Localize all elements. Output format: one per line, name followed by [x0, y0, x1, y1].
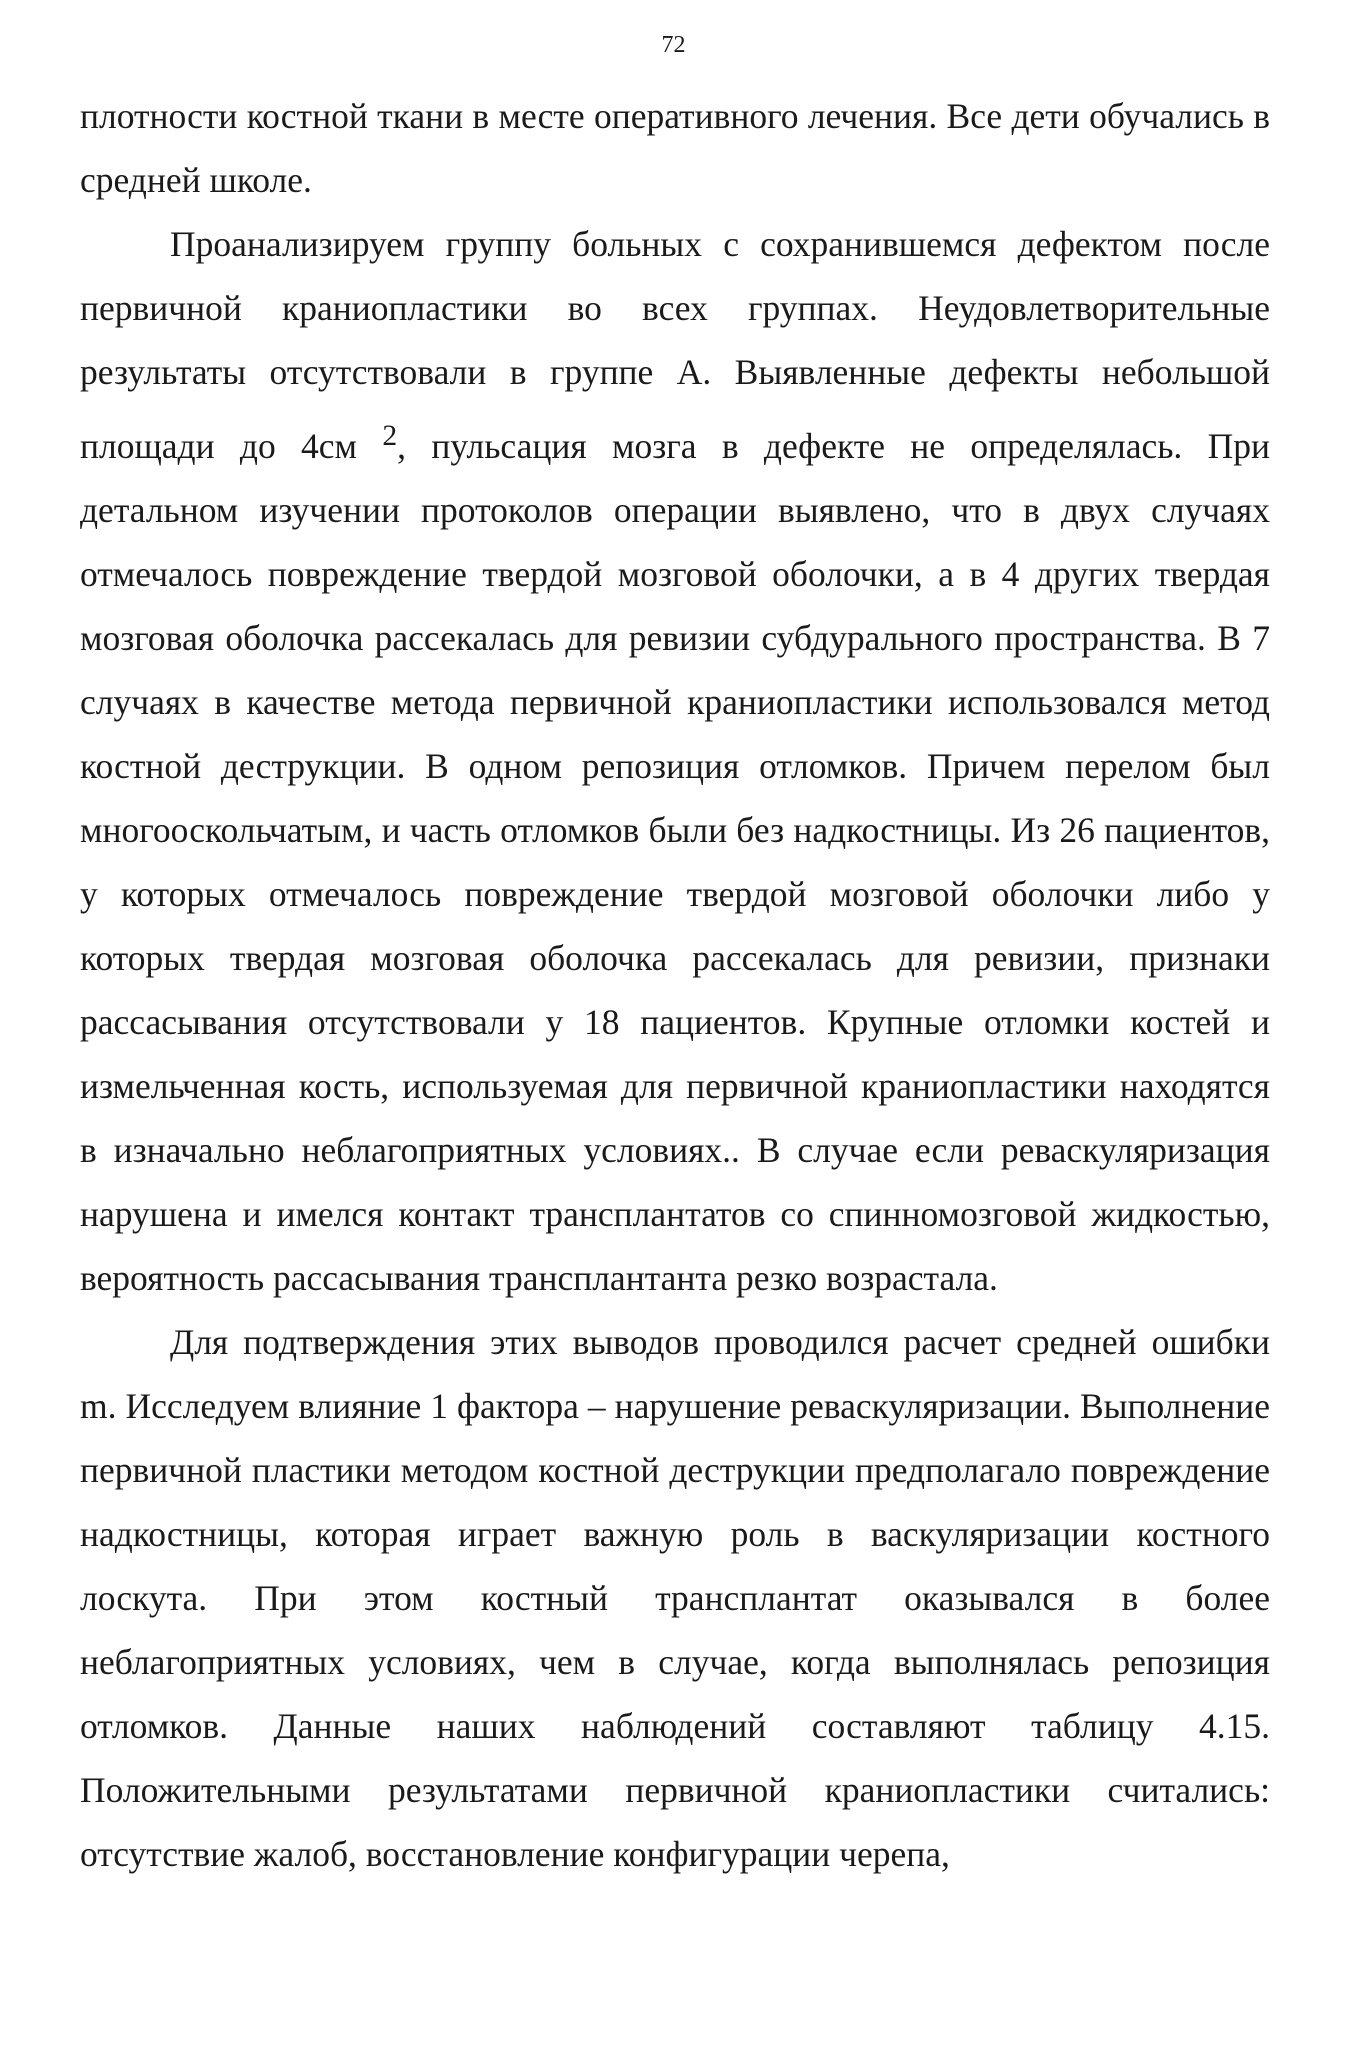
- paragraph-error-calculation: Для подтверждения этих выводов проводился расчет средней ошибки m. Исследуем влияние 1 фактора – нарушение реваскуляризации. Выполнение первичной пластики методом костной деструкции предполагало повреждение надкостницы, которая играет важную роль в васкуляризации костного лоскута. При этом костный трансплантат оказывался в более неблагоприятных условиях, чем в случае, когда выполнялась репозиция отломков. Данные наших наблюдений составляют таблицу 4.15. Положительными результатами первичной краниопластики считались: отсутствие жалоб, восстановление конфигурации черепа,: [80, 1321, 1270, 1874]
- paragraph-analysis: [80, 212, 1270, 1310]
- page-number: 72: [661, 32, 686, 58]
- paragraph-analysis-text-after: , пульсация мозга в дефекте не определялась. При детальном изучении протоколов операции выявлено, что в двух случаях отмечалось повреждение твердой мозговой оболочки, а в 4 других твердая мозговая оболочка рассекалась для ревизии субдурального пространства. В 7 случаях в качестве метода первичной краниопластики использовался метод костной деструкции. В одном репозиция отломков. Причем перелом был многооскольчатым, и часть отломков были без надкостницы. Из 26 пациентов, у которых отмечалось повреждение твердой мозговой оболочки либо у которых твердая мозговая оболочка рассекалась для ревизии, признаки рассасывания отсутствовали у 18 пациентов. Крупные отломки костей и измельченная кость, используемая для первичной краниопластики находятся в изначально неблагоприятных условиях.. В случае если реваскуляризация нарушена и имелся контакт трансплантатов со спинномозговой жидкостью, вероятность рассасывания трансплантанта резко возрастала.: [80, 425, 1271, 1298]
- body-text: [80, 84, 1270, 1886]
- paragraph-continuation: плотности костной ткани в месте оперативного лечения. Все дети обучались в средней школе.: [80, 96, 1270, 200]
- paragraph-analysis-text-before: Проанализируем группу больных с сохранившемся дефектом после первичной краниопластики во всех группах. Неудовлетворительные результаты отсутствовали в группе А. Выявленные дефекты небольшой площади до 4см: [80, 224, 1270, 466]
- superscript-square: 2: [382, 420, 398, 452]
